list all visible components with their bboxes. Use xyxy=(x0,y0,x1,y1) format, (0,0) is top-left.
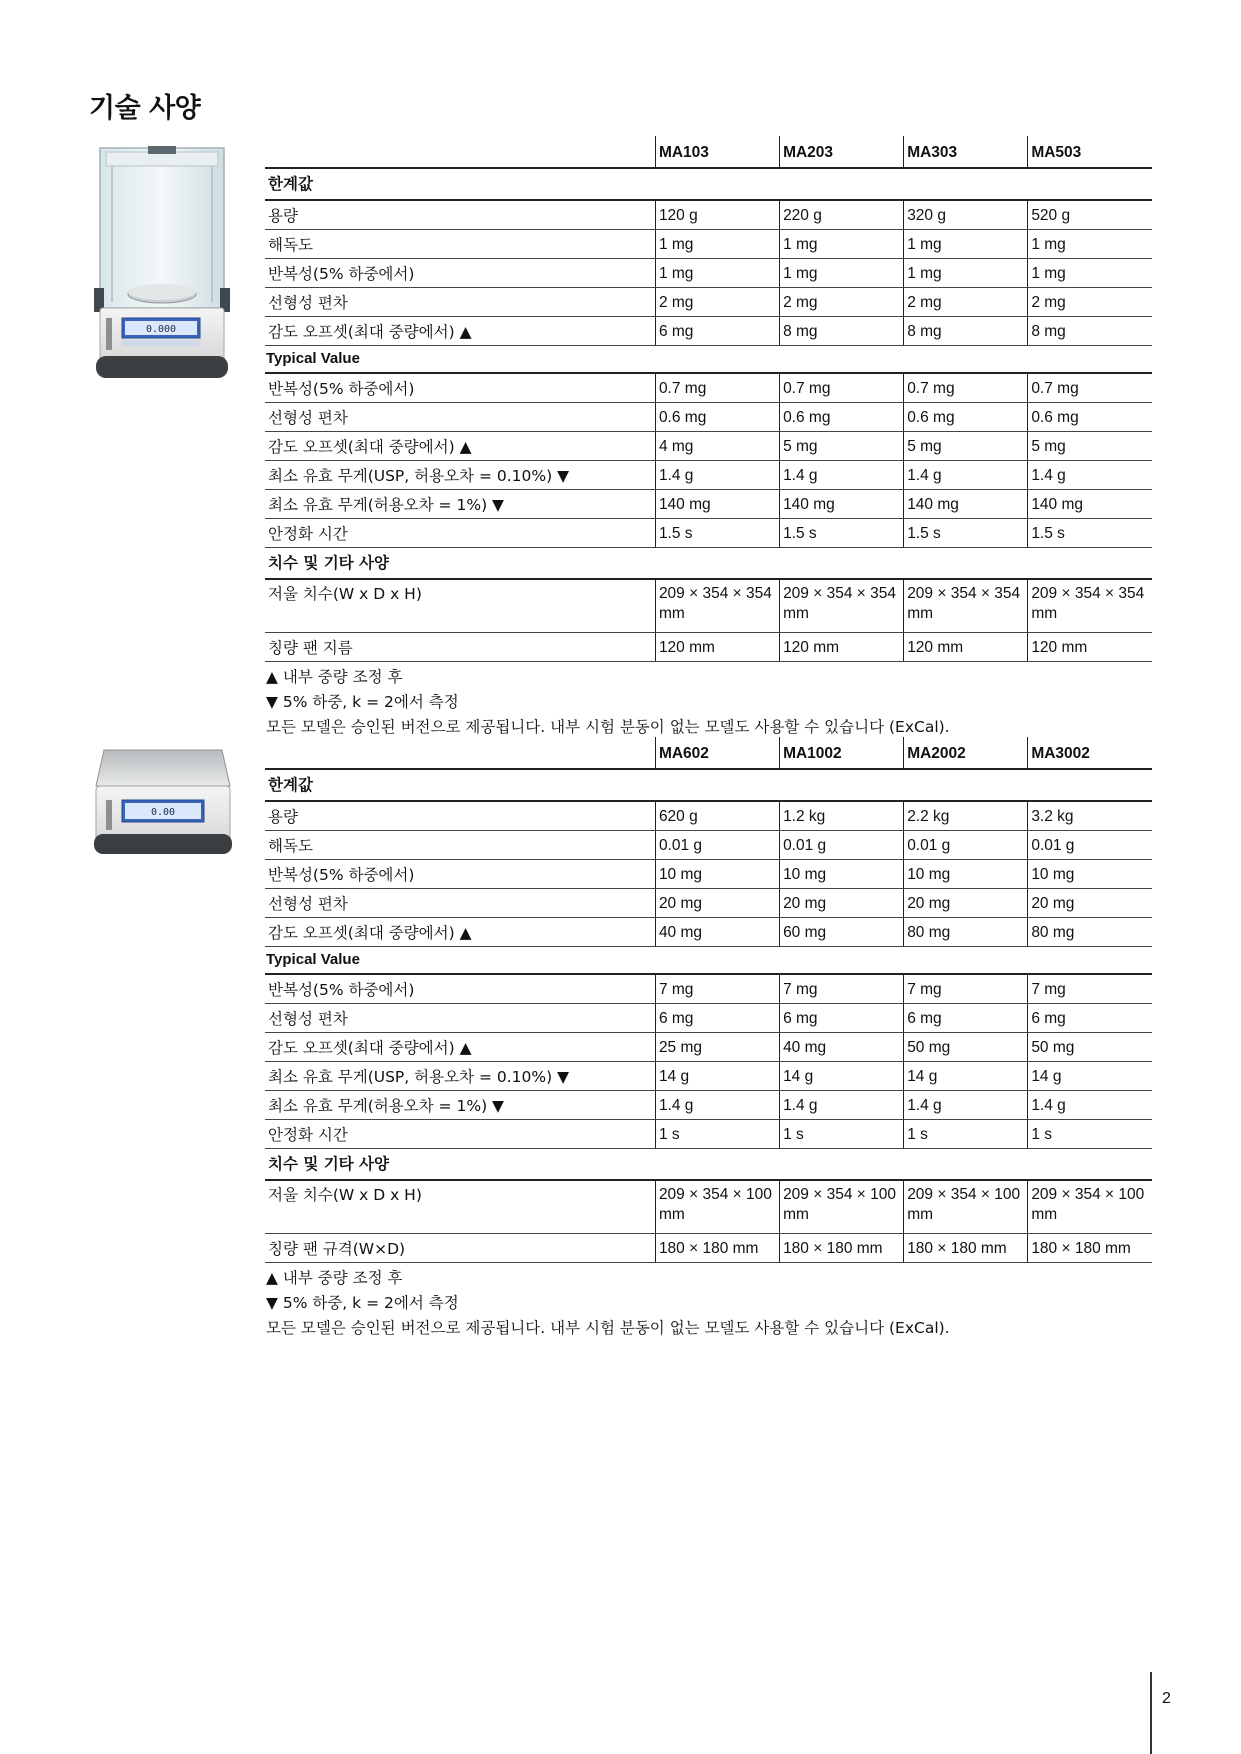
spec-value: 40 mg xyxy=(655,918,779,947)
spec-value: 2.2 kg xyxy=(904,801,1028,831)
section-title: 한계값 xyxy=(265,168,1152,200)
spec-value: 209 × 354 × 100 mm xyxy=(904,1180,1028,1234)
spec-label: 반복성(5% 하중에서) xyxy=(265,974,655,1004)
spec-value: 50 mg xyxy=(1028,1033,1152,1062)
section-heading-row xyxy=(265,1149,1152,1181)
spec-value: 8 mg xyxy=(1028,317,1152,346)
model-name: MA503 xyxy=(1028,136,1152,168)
spec-value: 1.5 s xyxy=(904,519,1028,548)
spec-value: 1.5 s xyxy=(780,519,904,548)
spec-value: 6 mg xyxy=(655,1004,779,1033)
spec-value: 2 mg xyxy=(1028,288,1152,317)
spec-value: 1 mg xyxy=(1028,230,1152,259)
spec-row xyxy=(265,831,1152,860)
spec-value: 0.6 mg xyxy=(1028,403,1152,432)
spec-value: 320 g xyxy=(904,200,1028,230)
spec-value: 180 × 180 mm xyxy=(780,1234,904,1263)
spec-label: 선형성 편차 xyxy=(265,889,655,918)
spec-value: 14 g xyxy=(780,1062,904,1091)
spec-value: 2 mg xyxy=(904,288,1028,317)
spec-label: 반복성(5% 하중에서) xyxy=(265,373,655,403)
section-heading-row xyxy=(265,947,1152,975)
spec-value: 1 mg xyxy=(1028,259,1152,288)
spec-value: 20 mg xyxy=(1028,889,1152,918)
spec-row xyxy=(265,200,1152,230)
model-name: MA1002 xyxy=(780,737,904,769)
spec-value: 209 × 354 × 354 mm xyxy=(780,579,904,633)
spec-value: 10 mg xyxy=(655,860,779,889)
spec-value: 140 mg xyxy=(904,490,1028,519)
spec-value: 0.01 g xyxy=(1028,831,1152,860)
spec-label: 저울 치수(W x D x H) xyxy=(265,1180,655,1234)
model-name: MA303 xyxy=(904,136,1028,168)
spec-row xyxy=(265,519,1152,548)
spec-label: 저울 치수(W x D x H) xyxy=(265,579,655,633)
spec-label: 감도 오프셋(최대 중량에서) ▲ xyxy=(265,317,655,346)
model-name: MA602 xyxy=(655,737,779,769)
page-title: 기술 사양 xyxy=(89,93,201,124)
spec-value: 0.7 mg xyxy=(780,373,904,403)
spec-label: 안정화 시간 xyxy=(265,519,655,548)
spec-label: 용량 xyxy=(265,801,655,831)
spec-value: 1.4 g xyxy=(780,461,904,490)
spec-label: 감도 오프셋(최대 중량에서) ▲ xyxy=(265,432,655,461)
spec-value: 140 mg xyxy=(780,490,904,519)
footnotes xyxy=(265,665,1152,740)
spec-row xyxy=(265,288,1152,317)
section-title: 치수 및 기타 사양 xyxy=(265,1149,1152,1181)
spec-value: 6 mg xyxy=(655,317,779,346)
spec-label: 칭량 팬 지름 xyxy=(265,633,655,662)
spec-value: 1 s xyxy=(780,1120,904,1149)
precision-balance-image xyxy=(94,746,234,866)
spec-label: 반복성(5% 하중에서) xyxy=(265,259,655,288)
spec-label: 용량 xyxy=(265,200,655,230)
spec-value: 0.6 mg xyxy=(780,403,904,432)
spec-value: 120 mm xyxy=(655,633,779,662)
spec-table xyxy=(265,737,1152,1263)
spec-value: 209 × 354 × 354 mm xyxy=(904,579,1028,633)
header-spacer xyxy=(265,737,655,769)
spec-value: 8 mg xyxy=(780,317,904,346)
page-number: 2 xyxy=(1162,1690,1171,1707)
spec-label: 감도 오프셋(최대 중량에서) ▲ xyxy=(265,918,655,947)
spec-label: 최소 유효 무게(USP, 허용오차 = 0.10%) ▼ xyxy=(265,461,655,490)
spec-table-2-block xyxy=(265,737,1152,1341)
spec-value: 180 × 180 mm xyxy=(655,1234,779,1263)
spec-value: 10 mg xyxy=(780,860,904,889)
footnote: ▼ 5% 하중, k = 2에서 측정 xyxy=(266,1294,459,1312)
spec-value: 209 × 354 × 354 mm xyxy=(1028,579,1152,633)
header-spacer xyxy=(265,136,655,168)
spec-row xyxy=(265,974,1152,1004)
spec-value: 1.4 g xyxy=(1028,1091,1152,1120)
section-heading-row xyxy=(265,168,1152,200)
spec-label: 안정화 시간 xyxy=(265,1120,655,1149)
spec-value: 2 mg xyxy=(780,288,904,317)
spec-row xyxy=(265,1091,1152,1120)
spec-row xyxy=(265,1033,1152,1062)
spec-value: 1 mg xyxy=(780,230,904,259)
model-name: MA3002 xyxy=(1028,737,1152,769)
spec-value: 3.2 kg xyxy=(1028,801,1152,831)
page-number-rule xyxy=(1150,1672,1152,1754)
spec-value: 20 mg xyxy=(904,889,1028,918)
spec-value: 1 mg xyxy=(904,230,1028,259)
spec-row xyxy=(265,1062,1152,1091)
spec-value: 14 g xyxy=(655,1062,779,1091)
spec-value: 20 mg xyxy=(655,889,779,918)
spec-table xyxy=(265,136,1152,662)
spec-value: 0.7 mg xyxy=(655,373,779,403)
spec-row xyxy=(265,1120,1152,1149)
spec-row xyxy=(265,259,1152,288)
footnote: ▲ 내부 중량 조정 후 xyxy=(266,668,403,686)
spec-value: 1.4 g xyxy=(904,461,1028,490)
spec-row xyxy=(265,403,1152,432)
spec-label: 최소 유효 무게(USP, 허용오차 = 0.10%) ▼ xyxy=(265,1062,655,1091)
spec-value: 620 g xyxy=(655,801,779,831)
spec-row xyxy=(265,461,1152,490)
spec-label: 최소 유효 무게(허용오차 = 1%) ▼ xyxy=(265,490,655,519)
spec-table-1-block xyxy=(265,136,1152,740)
spec-value: 1.4 g xyxy=(1028,461,1152,490)
spec-label: 반복성(5% 하중에서) xyxy=(265,860,655,889)
spec-value: 60 mg xyxy=(780,918,904,947)
spec-value: 140 mg xyxy=(1028,490,1152,519)
spec-value: 520 g xyxy=(1028,200,1152,230)
spec-row xyxy=(265,1004,1152,1033)
spec-value: 80 mg xyxy=(904,918,1028,947)
spec-value: 180 × 180 mm xyxy=(904,1234,1028,1263)
spec-row xyxy=(265,889,1152,918)
spec-value: 7 mg xyxy=(904,974,1028,1004)
spec-value: 120 g xyxy=(655,200,779,230)
spec-value: 0.7 mg xyxy=(1028,373,1152,403)
spec-row xyxy=(265,317,1152,346)
spec-value: 1 mg xyxy=(655,230,779,259)
spec-value: 8 mg xyxy=(904,317,1028,346)
spec-value: 5 mg xyxy=(780,432,904,461)
model-header-row xyxy=(265,737,1152,769)
footnote: 모든 모델은 승인된 버전으로 제공됩니다. 내부 시험 분동이 없는 모델도 사용할 수 있습니다 (ExCal). xyxy=(266,718,950,736)
spec-value: 1.4 g xyxy=(655,1091,779,1120)
spec-value: 120 mm xyxy=(780,633,904,662)
section-title: Typical Value xyxy=(265,346,1152,374)
spec-value: 140 mg xyxy=(655,490,779,519)
spec-value: 20 mg xyxy=(780,889,904,918)
spec-value: 209 × 354 × 100 mm xyxy=(1028,1180,1152,1234)
spec-value: 2 mg xyxy=(655,288,779,317)
display-reading: 0.000 xyxy=(145,324,177,335)
spec-value: 1 s xyxy=(1028,1120,1152,1149)
spec-row xyxy=(265,490,1152,519)
model-header-row xyxy=(265,136,1152,168)
spec-value: 6 mg xyxy=(904,1004,1028,1033)
spec-value: 1.2 kg xyxy=(780,801,904,831)
model-name: MA203 xyxy=(780,136,904,168)
spec-value: 1.4 g xyxy=(655,461,779,490)
spec-value: 6 mg xyxy=(1028,1004,1152,1033)
spec-row xyxy=(265,579,1152,633)
spec-value: 1 s xyxy=(904,1120,1028,1149)
spec-label: 선형성 편차 xyxy=(265,288,655,317)
spec-value: 7 mg xyxy=(780,974,904,1004)
spec-value: 10 mg xyxy=(1028,860,1152,889)
section-title: Typical Value xyxy=(265,947,1152,975)
spec-value: 1.4 g xyxy=(904,1091,1028,1120)
spec-row xyxy=(265,373,1152,403)
spec-value: 1 mg xyxy=(780,259,904,288)
spec-value: 7 mg xyxy=(655,974,779,1004)
spec-value: 209 × 354 × 100 mm xyxy=(780,1180,904,1234)
spec-value: 80 mg xyxy=(1028,918,1152,947)
section-heading-row xyxy=(265,548,1152,580)
spec-value: 0.6 mg xyxy=(904,403,1028,432)
spec-value: 6 mg xyxy=(780,1004,904,1033)
spec-row xyxy=(265,1180,1152,1234)
spec-value: 1 s xyxy=(655,1120,779,1149)
spec-value: 1.5 s xyxy=(1028,519,1152,548)
spec-value: 1 mg xyxy=(904,259,1028,288)
spec-label: 선형성 편차 xyxy=(265,403,655,432)
spec-label: 최소 유효 무게(허용오차 = 1%) ▼ xyxy=(265,1091,655,1120)
footnotes xyxy=(265,1266,1152,1341)
spec-value: 7 mg xyxy=(1028,974,1152,1004)
spec-label: 해독도 xyxy=(265,831,655,860)
model-name: MA2002 xyxy=(904,737,1028,769)
spec-value: 4 mg xyxy=(655,432,779,461)
spec-value: 50 mg xyxy=(904,1033,1028,1062)
spec-value: 10 mg xyxy=(904,860,1028,889)
spec-value: 0.6 mg xyxy=(655,403,779,432)
spec-value: 5 mg xyxy=(904,432,1028,461)
section-heading-row xyxy=(265,346,1152,374)
spec-value: 0.01 g xyxy=(780,831,904,860)
spec-value: 14 g xyxy=(904,1062,1028,1091)
spec-value: 5 mg xyxy=(1028,432,1152,461)
spec-value: 1.5 s xyxy=(655,519,779,548)
spec-row xyxy=(265,1234,1152,1263)
spec-value: 14 g xyxy=(1028,1062,1152,1091)
section-title: 치수 및 기타 사양 xyxy=(265,548,1152,580)
spec-value: 0.01 g xyxy=(904,831,1028,860)
section-heading-row xyxy=(265,769,1152,801)
spec-value: 1 mg xyxy=(655,259,779,288)
footnote: ▲ 내부 중량 조정 후 xyxy=(266,1269,403,1287)
spec-label: 칭량 팬 규격(W×D) xyxy=(265,1234,655,1263)
spec-label: 감도 오프셋(최대 중량에서) ▲ xyxy=(265,1033,655,1062)
spec-row xyxy=(265,432,1152,461)
section-title: 한계값 xyxy=(265,769,1152,801)
spec-value: 0.01 g xyxy=(655,831,779,860)
spec-value: 209 × 354 × 354 mm xyxy=(655,579,779,633)
spec-value: 180 × 180 mm xyxy=(1028,1234,1152,1263)
spec-value: 209 × 354 × 100 mm xyxy=(655,1180,779,1234)
footnote: 모든 모델은 승인된 버전으로 제공됩니다. 내부 시험 분동이 없는 모델도 사용할 수 있습니다 (ExCal). xyxy=(266,1319,950,1337)
spec-row xyxy=(265,801,1152,831)
display-reading: 0.00 xyxy=(150,807,176,818)
spec-row xyxy=(265,633,1152,662)
spec-value: 0.7 mg xyxy=(904,373,1028,403)
spec-value: 1.4 g xyxy=(780,1091,904,1120)
model-name: MA103 xyxy=(655,136,779,168)
spec-value: 220 g xyxy=(780,200,904,230)
spec-label: 선형성 편차 xyxy=(265,1004,655,1033)
spec-value: 120 mm xyxy=(904,633,1028,662)
spec-row xyxy=(265,230,1152,259)
spec-value: 120 mm xyxy=(1028,633,1152,662)
analytical-balance-draft-shield-image xyxy=(92,142,232,394)
spec-value: 25 mg xyxy=(655,1033,779,1062)
spec-row xyxy=(265,860,1152,889)
footnote: ▼ 5% 하중, k = 2에서 측정 xyxy=(266,693,459,711)
spec-label: 해독도 xyxy=(265,230,655,259)
spec-row xyxy=(265,918,1152,947)
spec-value: 40 mg xyxy=(780,1033,904,1062)
